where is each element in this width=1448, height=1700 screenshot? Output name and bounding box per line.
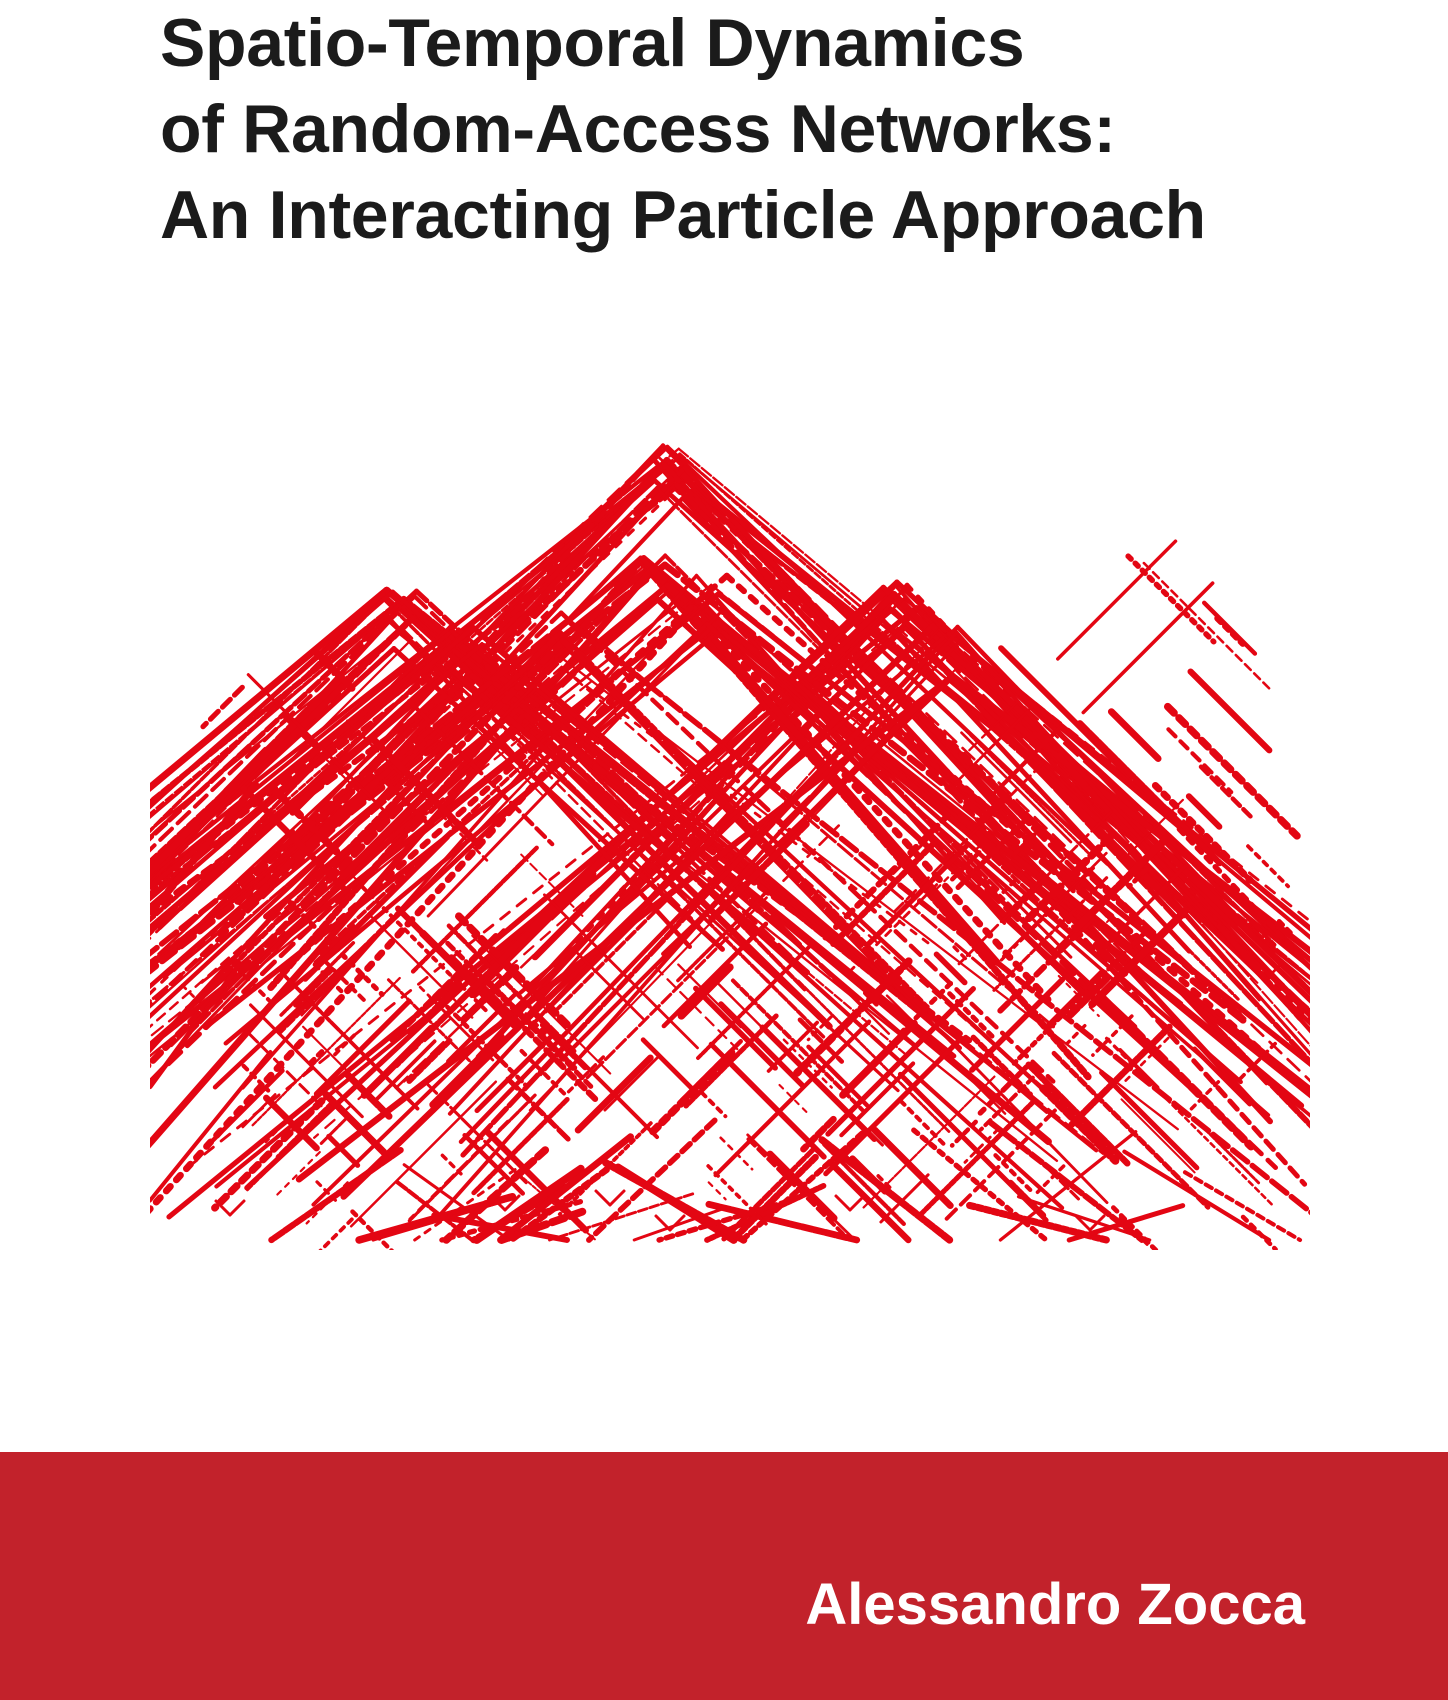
illustration-stroke-367	[605, 1056, 660, 1111]
illustration-stroke-252	[1201, 767, 1253, 819]
illustration-stroke-406	[1185, 1172, 1300, 1240]
illustration-stroke-545	[610, 1191, 624, 1205]
illustration-strokes	[150, 445, 1310, 1250]
illustration-stroke-389	[711, 1044, 802, 1135]
illustration-stroke-421	[398, 909, 483, 994]
illustration-stroke-450	[1111, 712, 1158, 759]
illustration-stroke-349	[1083, 583, 1212, 712]
title-line-3: An Interacting Particle Approach	[160, 177, 1206, 253]
illustration-stroke-533	[275, 1152, 319, 1196]
illustration-stroke-278	[937, 954, 965, 982]
illustration-stroke-393	[172, 932, 285, 1045]
illustration-stroke-386	[1199, 1123, 1259, 1183]
illustration-stroke-514	[709, 1182, 726, 1199]
illustration-stroke-453	[1204, 603, 1255, 654]
illustration-stroke-242	[589, 1120, 715, 1240]
illustration-stroke-541	[230, 1201, 244, 1215]
book-title	[160, 0, 1206, 258]
illustration-stroke-377	[203, 687, 242, 726]
illustration-stroke-549	[850, 1196, 864, 1210]
illustration-stroke-544	[596, 1191, 610, 1205]
illustration-stroke-226	[1128, 556, 1214, 642]
illustration-stroke-354	[650, 1053, 732, 1135]
title-line-2: of Random-Access Networks:	[160, 91, 1116, 167]
illustration-stroke-548	[836, 1196, 850, 1210]
illustration-stroke-366	[1058, 541, 1176, 659]
illustration-stroke-333	[249, 1034, 327, 1112]
title-line-1: Spatio-Temporal Dynamics	[160, 5, 1025, 81]
author-name: Alessandro Zocca	[805, 1572, 1305, 1637]
illustration-stroke-482	[780, 1085, 811, 1116]
illustration-stroke-352	[1144, 563, 1272, 691]
illustration-stroke-537	[952, 1122, 976, 1146]
illustration-stroke-439	[1069, 1206, 1183, 1240]
illustration-stroke-496	[442, 1155, 461, 1173]
illustration-stroke-546	[656, 1216, 670, 1230]
illustration-stroke-483	[333, 1035, 354, 1056]
illustration-stroke-29	[680, 454, 1310, 1043]
illustration-stroke-534	[319, 1219, 352, 1250]
illustration-stroke-481	[1186, 1074, 1226, 1114]
red-particle-mountain-illustration	[150, 440, 1310, 1250]
illustration-stroke-530	[702, 1093, 726, 1116]
illustration-stroke-325	[1014, 934, 1143, 1063]
